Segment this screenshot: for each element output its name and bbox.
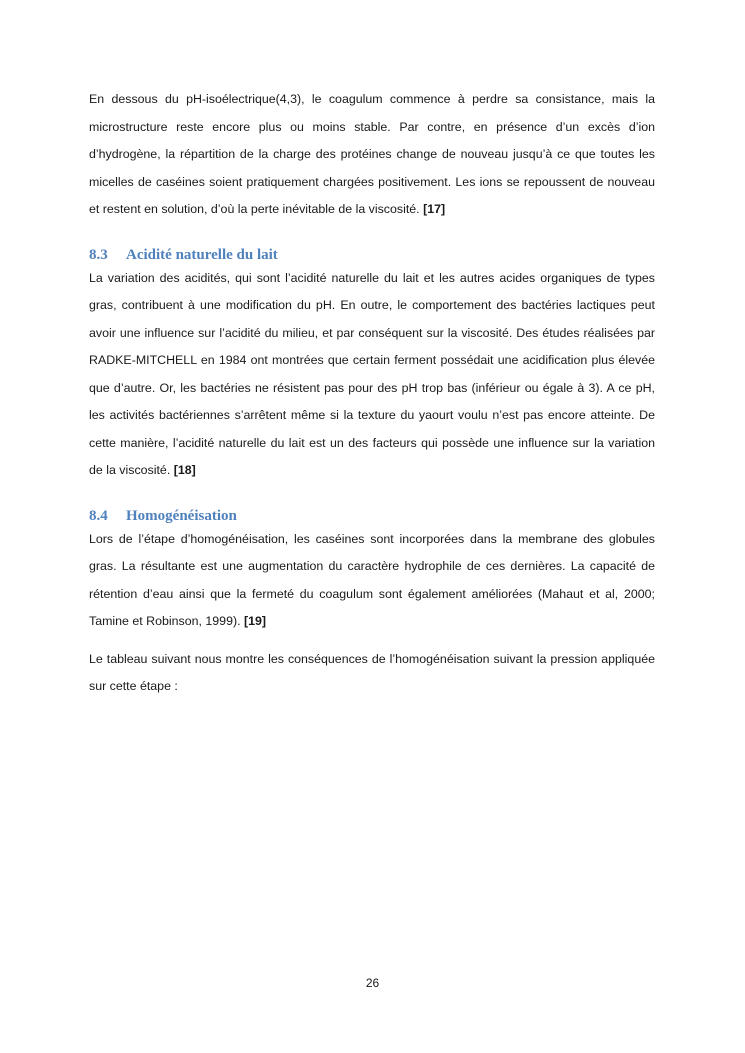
citation-reference: [19] xyxy=(243,614,267,628)
citation-reference: [17] xyxy=(423,202,446,216)
page-number: 26 xyxy=(365,976,380,990)
section-title: Acidité naturelle du lait xyxy=(126,246,278,263)
section-number: 8.3 xyxy=(89,246,108,263)
section-number: 8.4 xyxy=(89,507,108,524)
paragraph-text: En dessous du pH-isoélectrique(4,3), le coagulum commence à perdre sa consistance, mais la microstructure reste encore plus ou moins stable. Par contre, en présence d’un excès d’ion d’hydrogène, la répartition de la charge des protéines change de nouveau jusqu’à ce que toutes les micelles de caséines soient pratiquement chargées positivement. Les ions se repoussent de nouveau et restent en solution, d’où la perte inévitable de la viscosité. xyxy=(89,92,655,216)
paragraph-spacer xyxy=(89,636,655,646)
paragraph-table-intro xyxy=(89,646,655,701)
paragraph-isoelectric xyxy=(89,86,655,224)
paragraph-text: La variation des acidités, qui sont l’acidité naturelle du lait et les autres acides organiques de types gras, contribuent à une modification du pH. En outre, le comportement des bactéries lactiques peut avoir une influence sur l’acidité du milieu, et par conséquent sur la viscosité. Des études réalisées par RADKE-MITCHELL en 1984 ont montrées que certain ferment possédait une acidification plus élevée que d’autre. Or, les bactéries ne résistent pas pour des pH trop bas (inférieur ou égale à 3). A ce pH, les activités bactériennes s’arrêtent même si la texture du yaourt voulu n’est pas encore atteinte. De cette manière, l’acidité naturelle du lait est un des facteurs qui possède une influence sur la variation de la viscosité. xyxy=(89,270,655,477)
section-title: Homogénéisation xyxy=(126,507,237,524)
paragraph-text: Lors de l’étape d’homogénéisation, les caséines sont incorporées dans la membrane des globules gras. La résultante est une augmentation du caractère hydrophile de ces dernières. La capacité de rétention d’eau ainsi que la fermeté du coagulum sont également améliorées (Mahaut et al, 2000; Tamine et Robinson, 1999). xyxy=(89,531,655,628)
citation-reference: [18] xyxy=(173,463,196,477)
paragraph-homogenization xyxy=(89,526,655,636)
document-body xyxy=(89,86,655,701)
paragraph-text: Le tableau suivant nous montre les conséquences de l’homogénéisation suivant la pression appliquée sur cette étape : xyxy=(89,651,655,693)
section-heading-acidity xyxy=(89,246,655,265)
section-heading-homogenization xyxy=(89,507,655,526)
paragraph-acidity xyxy=(89,265,655,485)
